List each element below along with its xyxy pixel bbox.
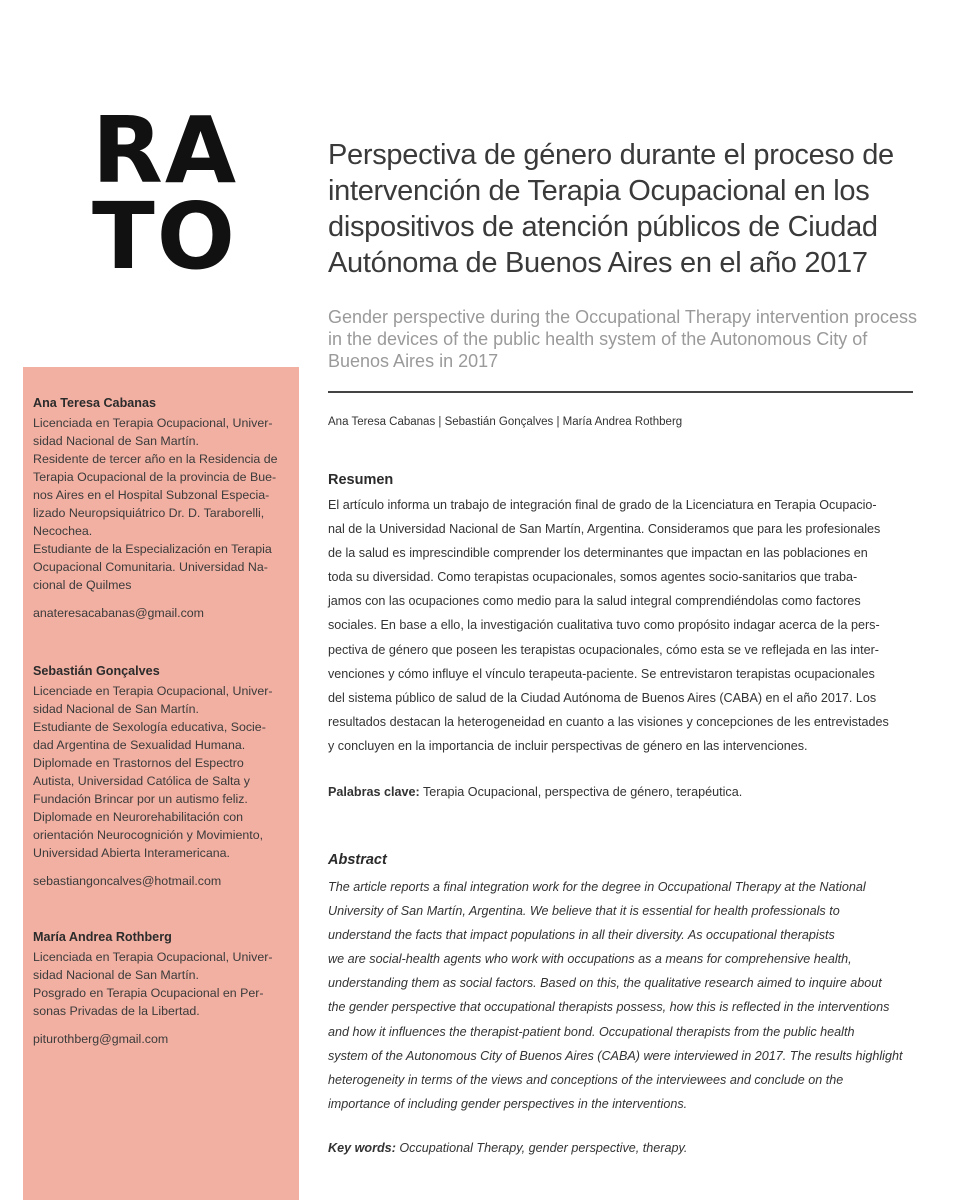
bio-line: Licenciade en Terapia Ocupacional, Univer- [33, 684, 273, 698]
resumen-line: resultados destacan la heterogeneidad en cuanto a las visiones y concepciones de les entrevistades [328, 714, 889, 729]
author-bio-rothberg [33, 928, 293, 1048]
bio-line: Posgrado en Terapia Ocupacional en Per- [33, 986, 264, 1000]
bio-line: sonas Privadas de la Libertad. [33, 1004, 200, 1018]
abstract-line: heterogeneity in terms of the views and conceptions of the interviewees and conclude on the [328, 1072, 844, 1087]
bio-line: cional de Quilmes [33, 578, 132, 592]
keywords-value: Occupational Therapy, gender perspective, therapy. [395, 1141, 688, 1155]
palabras-clave [328, 785, 742, 799]
bio-line: lizado Neuropsiquiátrico Dr. D. Taraborelli, [33, 506, 265, 520]
bio-line: Terapia Ocupacional de la provincia de Bue- [33, 470, 277, 484]
subtitle-line: in the devices of the public health system of the Autonomous City of [328, 329, 868, 349]
author-email-link[interactable]: sebastiangoncalves@hotmail.com [33, 874, 222, 888]
authors-line: Ana Teresa Cabanas | Sebastián Gonçalves | María Andrea Rothberg [328, 416, 683, 428]
key-words [328, 1141, 687, 1155]
subtitle-line: Gender perspective during the Occupational Therapy intervention process [328, 307, 918, 327]
keywords-value: Terapia Ocupacional, perspectiva de género, terapéutica. [419, 785, 743, 799]
author-email-link[interactable]: piturothberg@gmail.com [33, 1032, 169, 1046]
logo-line-2: TO [92, 183, 237, 290]
journal-logo [92, 97, 239, 290]
title-line: Autónoma de Buenos Aires en el año 2017 [328, 247, 868, 279]
abstract-line: and how it influences the therapist-patient bond. Occupational therapists from the public health [328, 1024, 855, 1039]
bio-line: Licenciada en Terapia Ocupacional, Univer- [33, 950, 273, 964]
resumen-line: venciones y cómo influye el vínculo terapeuta-paciente. Se entrevistaron terapistas ocupacionales [328, 666, 875, 681]
title-line: dispositivos de atención públicos de Ciudad [328, 211, 878, 243]
title-line: intervención de Terapia Ocupacional en los [328, 175, 870, 207]
article-title [328, 137, 928, 281]
title-divider [328, 391, 913, 393]
bio-line: Fundación Brincar por un autismo feliz. [33, 792, 248, 806]
author-name: Ana Teresa Cabanas [33, 396, 156, 410]
subtitle-line: Buenos Aires in 2017 [328, 351, 499, 371]
bio-line: sidad Nacional de San Martín. [33, 434, 199, 448]
bio-line: Estudiante de la Especialización en Terapia [33, 542, 272, 556]
bio-line: Residente de tercer año en la Residencia de [33, 452, 278, 466]
author-bio-cabanas [33, 394, 293, 622]
keywords-label: Palabras clave: [328, 785, 420, 799]
abstract-line: The article reports a final integration work for the degree in Occupational Therapy at the National [328, 880, 866, 894]
author-name: Sebastián Gonçalves [33, 664, 160, 678]
bio-line: Estudiante de Sexología educativa, Socie- [33, 720, 266, 734]
bio-line: Necochea. [33, 524, 93, 538]
title-line: Perspectiva de género durante el proceso de [328, 139, 894, 171]
bio-line: sidad Nacional de San Martín. [33, 702, 199, 716]
bio-line: Autista, Universidad Católica de Salta y [33, 774, 250, 788]
abstract-heading: Abstract [328, 852, 387, 868]
abstract-line: we are social-health agents who work with occupations as a means for comprehensive health, [328, 952, 852, 967]
logo-line-1: RA [92, 97, 239, 204]
resumen-body [328, 493, 913, 758]
resumen-line: El artículo informa un trabajo de integración final de grado de la Licenciatura en Terapia Ocupacio- [328, 498, 877, 512]
bio-line: sidad Nacional de San Martín. [33, 968, 199, 982]
resumen-line: nal de la Universidad Nacional de San Martín, Argentina. Consideramos que para les profesionales [328, 522, 881, 537]
abstract-line: importance of including gender perspectives in the interventions. [328, 1096, 688, 1111]
resumen-line: y concluyen en la importancia de incluir perspectivas de género en las intervenciones. [328, 738, 808, 753]
bio-line: Universidad Abierta Interamericana. [33, 846, 230, 860]
keywords-label: Key words: [328, 1141, 396, 1155]
resumen-line: pectiva de género que poseen les terapistas ocupacionales, cómo esta se ve reflejada en las inter- [328, 642, 879, 657]
bio-line: nos Aires en el Hospital Subzonal Especia- [33, 488, 270, 502]
resumen-line: del sistema público de salud de la Ciudad Autónoma de Buenos Aires (CABA) en el año 2017. Los [328, 690, 877, 705]
resumen-line: de la salud es imprescindible comprender los determinantes que impactan en las poblaciones en [328, 546, 868, 561]
abstract-body [328, 875, 913, 1116]
abstract-line: understand the facts that impact populations in all their diversity. As occupational therapists [328, 928, 835, 943]
article-subtitle-english [328, 306, 918, 372]
bio-line: Licenciada en Terapia Ocupacional, Univer- [33, 416, 273, 430]
resumen-line: jamos con las ocupaciones como medio para la salud integral comprendiéndolas como factores [328, 594, 861, 609]
abstract-line: the gender perspective that occupational therapists possess, how this is reflected in the interventions [328, 1000, 890, 1015]
author-name: María Andrea Rothberg [33, 930, 172, 944]
author-email-link[interactable]: anateresacabanas@gmail.com [33, 606, 204, 620]
abstract-line: system of the Autonomous City of Buenos Aires (CABA) were interviewed in 2017. The results highlight [328, 1048, 903, 1063]
resumen-line: toda su diversidad. Como terapistas ocupacionales, somos agentes socio-sanitarios que traba- [328, 570, 858, 585]
author-bio-goncalves [33, 662, 293, 890]
bio-line: Ocupacional Comunitaria. Universidad Na- [33, 560, 268, 574]
bio-line: orientación Neurocognición y Movimiento, [33, 828, 264, 842]
resumen-heading: Resumen [328, 472, 394, 488]
bio-line: Diplomade en Neurorehabilitación con [33, 810, 244, 824]
bio-line: Diplomade en Trastornos del Espectro [33, 756, 244, 770]
abstract-line: University of San Martín, Argentina. We believe that it is essential for health professionals to [328, 904, 840, 919]
resumen-line: sociales. En base a ello, la investigación cualitativa tuvo como propósito indagar acerca de la pers- [328, 618, 880, 633]
abstract-line: understanding them as social factors. Based on this, the qualitative research aimed to inquire about [328, 976, 882, 991]
bio-line: dad Argentina de Sexualidad Humana. [33, 738, 246, 752]
